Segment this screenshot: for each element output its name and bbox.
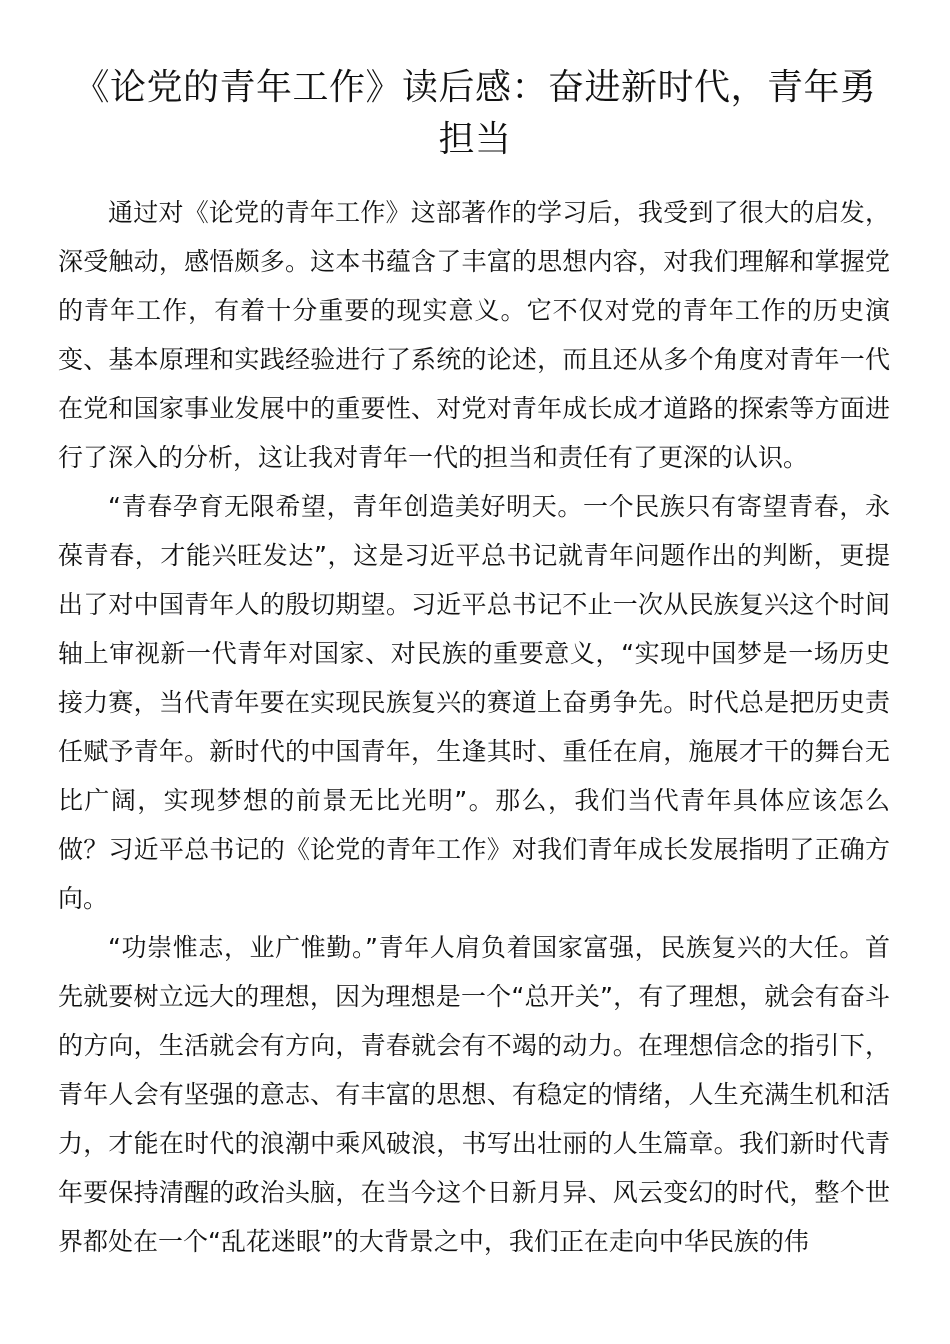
document-title: 《论党的青年工作》读后感：奋进新时代，青年勇担当 [73, 67, 877, 160]
paragraph: “青春孕育无限希望，青年创造美好明天。一个民族只有寄望青春，永葆青春，才能兴旺发达”，这是习近平总书记就青年问题作出的判断，更提出了对中国青年人的殷切期望。习近平总书记不止一次从民族复兴这个时间轴上审视新一代青年对国家、对民族的重要意义，“实现中国梦是一场历史接力赛，当代青年要在实现民族复兴的赛道上奋勇争先。时代总是把历史责任赋予青年。新时代的中国青年，生逢其时、重任在肩，施展才干的舞台无比广阔，实现梦想的前景无比光明”。那么，我们当代青年具体应该怎么做？习近平总书记的《论党的青年工作》对我们青年成长发展指明了正确方向。 [58, 492, 890, 913]
document-body [58, 188, 890, 1266]
paragraph: 通过对《论党的青年工作》这部著作的学习后，我受到了很大的启发，深受触动，感悟颇多。这本书蕴含了丰富的思想内容，对我们理解和掌握党的青年工作，有着十分重要的现实意义。它不仅对党的青年工作的历史演变、基本原理和实践经验进行了系统的论述，而且还从多个角度对青年一代在党和国家事业发展中的重要性、对党对青年成长成才道路的探索等方面进行了深入的分析，这让我对青年一代的担当和责任有了更深的认识。 [58, 198, 890, 472]
paragraph: “功崇惟志，业广惟勤。”青年人肩负着国家富强，民族复兴的大任。首先就要树立远大的理想，因为理想是一个“总开关”，有了理想，就会有奋斗的方向，生活就会有方向，青春就会有不竭的动力。在理想信念的指引下，青年人会有坚强的意志、有丰富的思想、有稳定的情绪，人生充满生机和活力，才能在时代的浪潮中乘风破浪，书写出壮丽的人生篇章。我们新时代青年要保持清醒的政治头脑，在当今这个日新月异、风云变幻的时代，整个世界都处在一个“乱花迷眼”的大背景之中，我们正在走向中华民族的伟 [58, 933, 890, 1256]
